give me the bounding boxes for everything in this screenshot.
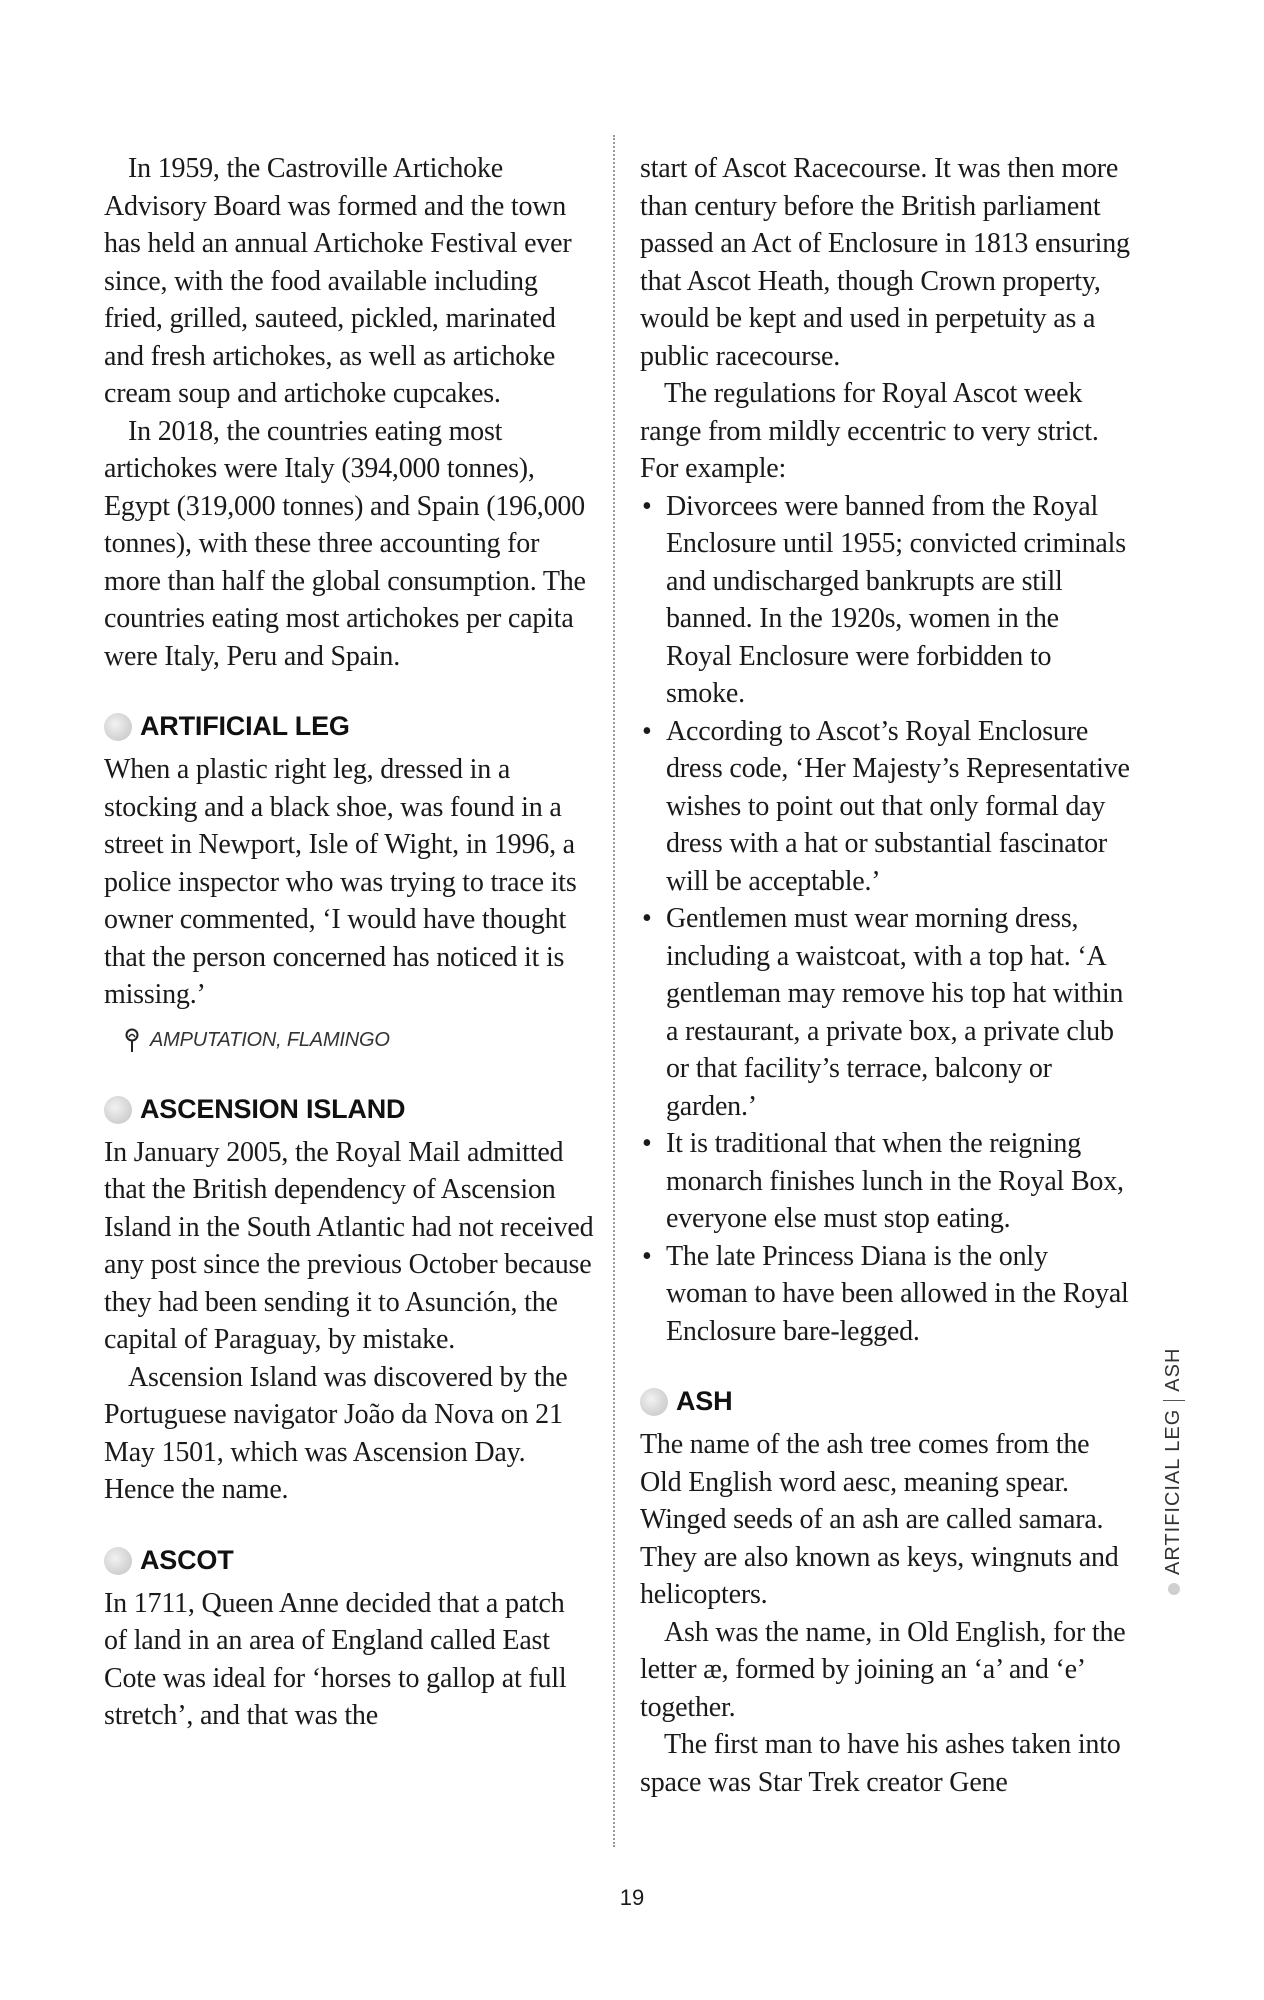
- running-head-separator: [1163, 1400, 1185, 1401]
- artichoke-paragraph-1: In 1959, the Castroville Artichoke Advisory Board was formed and the town has held an annual Artichoke Festival ever since, with the food available including fried, grilled, sauteed, pickled, marinated and fresh artichokes, as well as artichoke cream soup and artichoke cupcakes.: [104, 153, 572, 409]
- column-divider: [613, 135, 615, 1847]
- cross-reference-icon: [124, 1028, 140, 1054]
- entry-heading-artificial-leg: [104, 709, 594, 745]
- ash-paragraph-2: Ash was the name, in Old English, for the letter æ, formed by joining an ‘a’ and ‘e’ together.: [640, 1616, 1126, 1723]
- ascot-paragraph-1: In 1711, Queen Anne decided that a patch of land in an area of England called East Cote was ideal for ‘horses to gallop at full stretch’, and that was the: [104, 1587, 567, 1731]
- entry-bullet-icon: [104, 1547, 132, 1575]
- list-item: • Divorcees were banned from the Royal Enclosure until 1955; convicted criminals and undischarged bankrupts are still banned. In the 1920s, women in the Royal Enclosure were forbidden to smoke.: [640, 488, 1130, 713]
- artificial-leg-paragraph-1: When a plastic right leg, dressed in a stocking and a black shoe, was found in a street in Newport, Isle of Wight, in 1996, a police inspector who was trying to trace its owner commented, ‘I would have thought that the person concerned has noticed it is missing.’: [104, 754, 577, 1010]
- list-item: • The late Princess Diana is the only woman to have been allowed in the Royal Enclosure bare-legged.: [640, 1238, 1130, 1351]
- running-head-dot-icon: [1168, 1583, 1180, 1595]
- entry-bullet-icon: [104, 1096, 132, 1124]
- entry-heading-ascension-island: [104, 1092, 594, 1128]
- ascot-paragraph-2: The regulations for Royal Ascot week range from mildly eccentric to very strict. For example:: [640, 378, 1099, 484]
- running-head-last: ASH: [1162, 1347, 1184, 1392]
- entry-bullet-icon: [640, 1388, 668, 1416]
- ash-paragraph-3: The first man to have his ashes taken into space was Star Trek creator Gene: [640, 1729, 1121, 1798]
- list-item: • It is traditional that when the reigning monarch finishes lunch in the Royal Box, everyone else must stop eating.: [640, 1125, 1130, 1238]
- page-number: 19: [619, 1885, 645, 1910]
- entry-heading-ash: [640, 1384, 1130, 1420]
- see-also-reference: [124, 1024, 594, 1058]
- see-also-text: AMPUTATION, FLAMINGO: [150, 1028, 390, 1051]
- ascot-rules-list: [640, 488, 1130, 1351]
- heading-text: ARTIFICIAL LEG: [140, 711, 350, 742]
- ascot-continued-paragraph: start of Ascot Racecourse. It was then more than century before the British parliament passed an Act of Enclosure in 1813 ensuring that Ascot Heath, though Crown property, would be kept and used in perpetuity as a public racecourse.: [640, 153, 1130, 372]
- running-head-first: ARTIFICIAL LEG: [1162, 1408, 1184, 1575]
- left-column: [104, 150, 594, 1735]
- heading-text: ASCENSION ISLAND: [140, 1093, 406, 1124]
- entry-heading-ascot: [104, 1543, 594, 1579]
- list-item: • Gentlemen must wear morning dress, including a waistcoat, with a top hat. ‘A gentleman may remove his top hat within a restaurant, a private box, a private club or that facility’s terrace, balcony or garden.’: [640, 900, 1130, 1125]
- list-item: • According to Ascot’s Royal Enclosure dress code, ‘Her Majesty’s Representative wishes to point out that only formal day dress with a hat or substantial fascinator will be acceptable.’: [640, 713, 1130, 901]
- ascension-paragraph-1: In January 2005, the Royal Mail admitted that the British dependency of Ascension Island in the South Atlantic had not received any post since the previous October because they had been sending it to Asunción, the capital of Paraguay, by mistake.: [104, 1136, 594, 1355]
- ash-paragraph-1: The name of the ash tree comes from the Old English word aesc, meaning spear. Winged seeds of an ash are called samara. They are also known as keys, wingnuts and helicopters.: [640, 1429, 1119, 1610]
- running-head: [1162, 1348, 1185, 1595]
- heading-text: ASH: [676, 1386, 733, 1417]
- entry-bullet-icon: [104, 713, 132, 741]
- heading-text: ASCOT: [140, 1544, 234, 1575]
- ascension-paragraph-2: Ascension Island was discovered by the Portuguese navigator João da Nova on 21 May 1501, which was Ascension Day. Hence the name.: [104, 1361, 568, 1505]
- right-column: [640, 150, 1130, 1801]
- artichoke-paragraph-2: In 2018, the countries eating most artichokes were Italy (394,000 tonnes), Egypt (319,000 tonnes) and Spain (196,000 tonnes), with these three accounting for more than half the global consumption. The countries eating most artichokes per capita were Italy, Peru and Spain.: [104, 415, 586, 672]
